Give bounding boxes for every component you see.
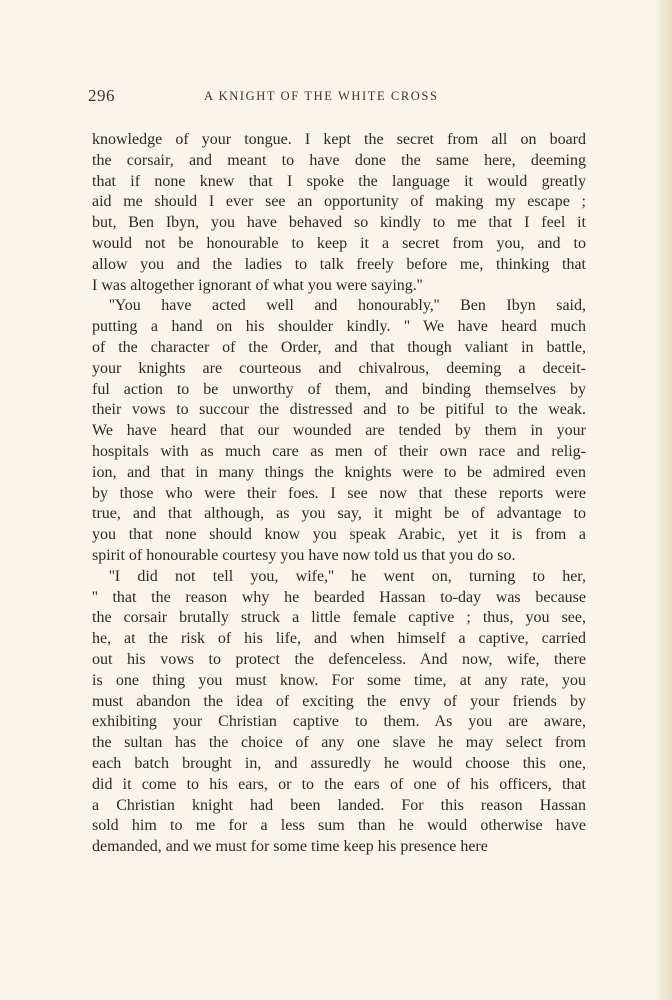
text-line: hospitals with as much care as men of their own race and relig- [92, 442, 586, 460]
text-line: true, and that although, as you say, it might be of advantage to [92, 505, 586, 523]
text-line: allow you and the ladies to talk freely before me, thinking that [92, 255, 586, 273]
text-line: ''I did not tell you, wife,'' he went on, turning to her, [109, 567, 586, 585]
text-line: ful action to be unworthy of them, and binding themselves by [92, 380, 586, 398]
text-line: of the character of the Order, and that though valiant in battle, [92, 338, 586, 356]
text-line: a Christian knight had been landed. For this reason Hassan [92, 796, 586, 814]
text-line: ion, and that in many things the knights were to be admired even [92, 463, 586, 481]
text-line: by those who were their foes. I see now that these reports were [92, 484, 586, 502]
text-line: the sultan has the choice of any one slave he may select from [92, 734, 586, 752]
text-line: the corsair brutally struck a little female captive ; thus, you see, [92, 609, 586, 627]
text-line: I was altogether ignorant of what you were saying.'' [92, 276, 423, 294]
text-line: but, Ben Ibyn, you have behaved so kindly to me that I feel it [92, 214, 586, 232]
text-line: the corsair, and meant to have done the same here, deeming [92, 151, 586, 169]
text-line: must abandon the idea of exciting the envy of your friends by [92, 692, 586, 710]
text-line: that if none knew that I spoke the language it would greatly [92, 172, 586, 190]
page-header [88, 86, 584, 110]
body-text [92, 130, 586, 858]
text-line: aid me should I ever see an opportunity of making my escape ; [92, 193, 586, 211]
running-title: A KNIGHT OF THE WHITE CROSS [204, 89, 439, 103]
text-line: putting a hand on his shoulder kindly. '' We have heard much [92, 318, 586, 336]
text-line: spirit of honourable courtesy you have now told us that you do so. [92, 546, 516, 564]
page-number: 296 [88, 86, 115, 105]
text-line: demanded, and we must for some time keep his presence here [92, 838, 488, 856]
text-line: out his vows to protect the defenceless. And now, wife, there [92, 650, 586, 668]
text-line: your knights are courteous and chivalrous, deeming a deceit- [92, 359, 586, 377]
text-line: their vows to succour the distressed and to be pitiful to the weak. [92, 401, 586, 419]
text-line: sold him to me for a less sum than he would otherwise have [92, 817, 586, 835]
text-line: ''You have acted well and honourably,'' Ben Ibyn said, [109, 297, 586, 315]
text-line: he, at the risk of his life, and when himself a captive, carried [92, 630, 586, 648]
text-line: exhibiting your Christian captive to them. As you are aware, [92, 713, 586, 731]
page-edge-shadow [654, 0, 672, 1000]
text-line: you that none should know you speak Arabic, yet it is from a [92, 526, 586, 544]
text-line: each batch brought in, and assuredly he would choose this one, [92, 754, 586, 772]
text-line: is one thing you must know. For some time, at any rate, you [92, 671, 586, 689]
text-line: did it come to his ears, or to the ears of one of his officers, that [92, 775, 586, 793]
text-line: We have heard that our wounded are tended by them in your [92, 422, 586, 440]
text-line: knowledge of your tongue. I kept the secret from all on board [92, 131, 586, 148]
text-line: '' that the reason why he bearded Hassan to-day was because [92, 588, 586, 606]
text-line: would not be honourable to keep it a secret from you, and to [92, 234, 586, 252]
